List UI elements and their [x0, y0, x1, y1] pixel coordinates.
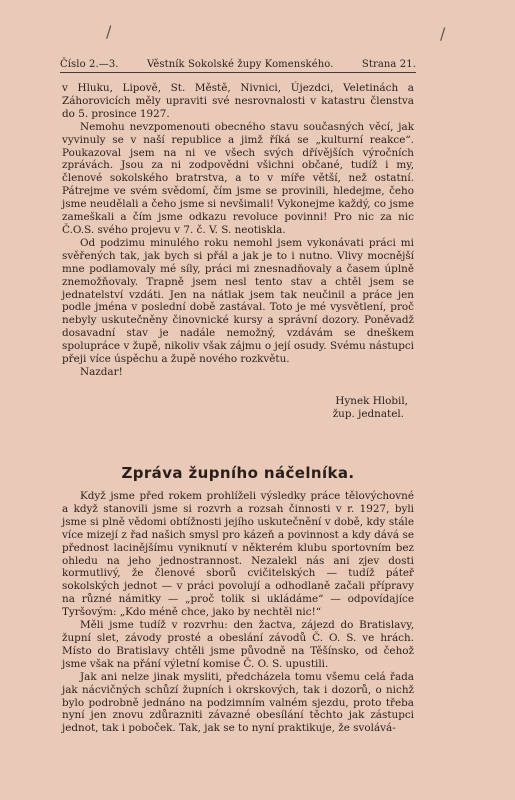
- issue-number: Číslo 2.—3.: [60, 59, 119, 70]
- section-heading: Zpráva župního náčelníka.: [121, 464, 355, 482]
- running-header: [60, 59, 416, 73]
- paragraph: Nazdar!: [80, 365, 123, 378]
- pencil-mark: /: [106, 22, 112, 41]
- page-number: Strana 21.: [361, 59, 416, 70]
- paragraph: Nemohu nevzpomenouti obecného stavu současných věcí, jak vyvinuly se v naší republice a jimž říká se „kulturní reakce“. Poukazoval jsem na ni ve všech svých dřívějších výročních zprávách. Jsou za ni zodpovědni všichni občané, tudíž i my, členové sokolského bratrstva, a to v míře větší, než ostatní. Pátrejme ve svém svědomí, čím jsme se provinili, hledejme, čeho jsme neudělali a čeho jsme si nevšimali! Vykonejme každý, co jsme zameškali a čím jsme odkazu revoluce povinni! Pro nic za nic Č.O.S. svého projevu v 7. č. V. S. neotiskla.: [62, 120, 414, 236]
- journal-title: Věstník Sokolské župy Komenského.: [146, 59, 334, 70]
- paragraph: v Hluku, Lipově, St. Městě, Nivnici, Újezdci, Veletinách a Záhorovicích měly upraviti své nesrovnalosti v katastru členstva do 5. prosince 1927.: [62, 82, 414, 120]
- paragraph: Od podzimu minulého roku nemohl jsem vykonávati práci mi svěřených tak, jak bych si přál a jak je to i nutno. Vlivy mocnější mne podlamovaly mé síly, práci mi znesnadňovaly a časem úplně znemožňovaly. Trapně jsem nesl tento stav a chtěl jsem se jednatelství vzdáti. Jen na nátlak jsem tak neučinil a práce jen podle jména v poslední době zastával. Toto je mé vysvětlení, proč nebyly uskutečněny činovnické kursy a správní dozory. Poněvadž dosavadní stav je nadále nemožný, vzdávám se dneškem spolupráce v župě, nikoliv však zájmu o její osudy. Svému nástupci přeji více úspěchu a župě nového rozkvětu.: [62, 236, 414, 366]
- secretary-report-text: [62, 82, 414, 379]
- signatory-role: žup. jednatel.: [332, 407, 404, 420]
- signature-block: [62, 395, 414, 421]
- pencil-mark: /: [440, 24, 446, 43]
- paragraph: Měli jsme tudíž v rozvrhu: den žactva, zájezd do Bratislavy, župní slet, závody prosté a obeslání závodů Č. O. S. ve hrách. Místo do Bratislavy chtěli jsme původně na Těšínsko, od čehož jsme však na přání výletní komise Č. O. S. upustili.: [62, 619, 414, 670]
- chief-report-text: [62, 490, 414, 735]
- paragraph: Když jsme před rokem prohlíželi výsledky práce tělovýchovné a když stanovili jsme si rozvrh a rozsah činnosti v r. 1927, byli jsme si plně vědomi obtížnosti jejího uskutečnění v době, kdy stále více mizejí z řad našich smysl pro kázeň a povinnost a kdy dává se přednost lacinějšímu vyniknutí v některém klubu sportovním bez ohledu na jeho jednostrannost. Nezalekl nás ani zjev dosti kormutlivý, že členové sborů cvičitelských — tudíž páteř sokolských jednot — v práci povolují a odhodlaně začali přípravy na různé námitky — „proč tolik si ukládáme“ — odpovídajíce Tyršovým: „Kdo méně chce, jako by nechtěl nic!“: [62, 490, 414, 619]
- signatory-name: Hynek Hlobil,: [335, 395, 408, 407]
- paragraph: Jak ani nelze jinak mysliti, předcházela tomu všemu celá řada jak nácvičných schůzí župních i okrskových, tak i dozorů, o nichž bylo podrobně jednáno na podzimním valném sjezdu, proto třeba nyní jen znovu zdůrazniti závazné obesílání těchto jak zástupci jednot, tak i poboček. Tak, jak se to nyní praktikuje, že svolává-: [62, 670, 414, 735]
